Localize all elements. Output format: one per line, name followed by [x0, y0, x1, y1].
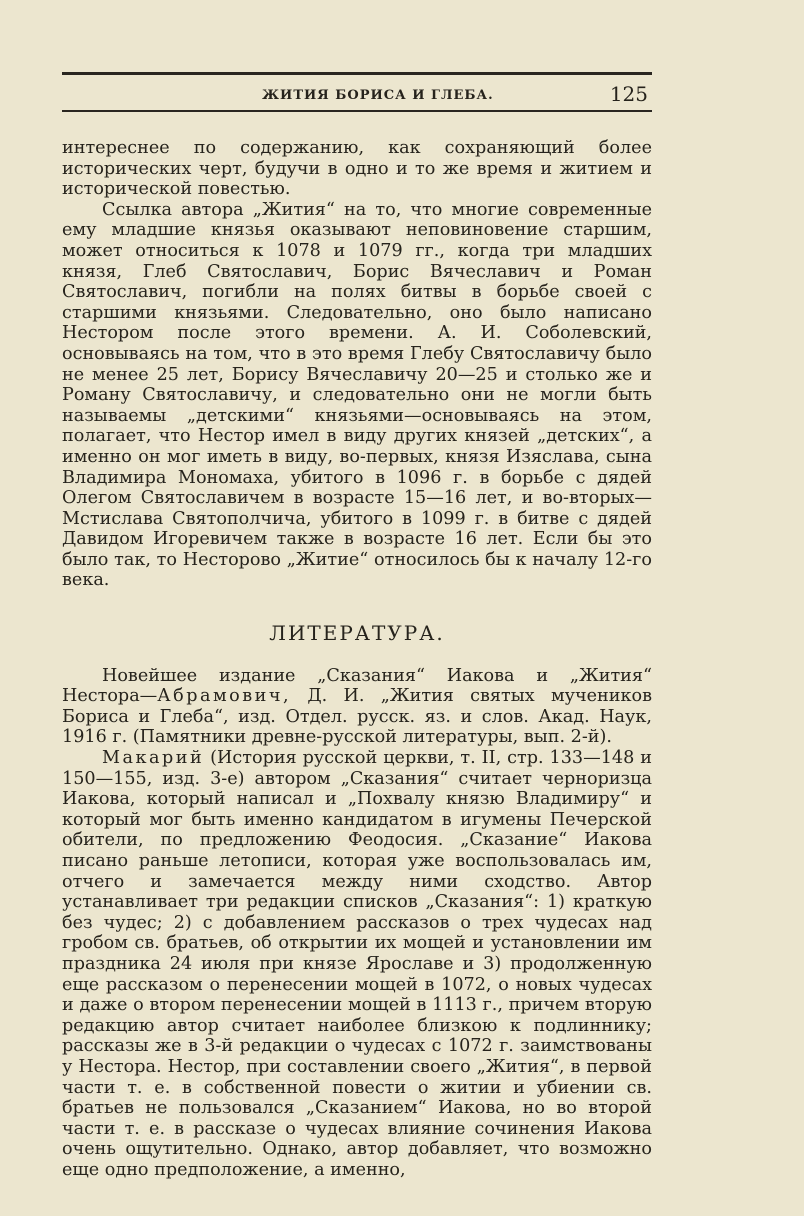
entry-author: Макарий: [102, 748, 205, 769]
header-rule-bottom: [62, 110, 652, 112]
entry-text: (История русской церкви, т. II, стр. 133—148 и 150—155, изд. 3-е) автором „Сказания“ считает черноризца Иакова, который написал и „Похвалу князю Владимиру“ и который мог быть именно кандидатом в игумены Печерской обители, по предложению Феодосия. „Сказание“ Иакова писано раньше летописи, которая уже воспользовалась им, отчего и замечается между ними сходство. Автор устанавливает три редакции списков „Сказания“: 1) краткую без чудес; 2) с добавлением рассказов о трех чудесах над гробом св. братьев, об открытии их мощей и установлении им праздника 24 июля при князе Ярославе и 3) продолженную еще рассказом о перенесении мощей в 1072, о новых чудесах и даже о втором перенесении мощей в 1113 г., причем вторую редакцию автор считает наиболее близкою к подлиннику; рассказы же в 3-й редакции о чудесах с 1072 г. заимствованы у Нестора. Нестор, при составлении своего „Жития“, в первой части т. е. в собственной повести о житии и убиении св. братьев не пользовался „Сказанием“ Иакова, но во второй части т. е. в рассказе о чудесах влияние сочинения Иакова очень ощутительно. Однако, автор добавляет, что возможно еще одно предположение, а именно,: [62, 748, 652, 1180]
entry-text: Д. И. „Жития святых мучеников Бориса и Глеба“, изд. Отдел. русск. яз. и слов. Акад. Наук, 1916 г. (Памятники древне-русской литературы, вып. 2-й).: [62, 686, 652, 748]
running-head: ЖИТИЯ БОРИСА И ГЛЕБА.: [262, 88, 494, 103]
literature-entry: [62, 666, 652, 748]
entry-lead: Новейшее издание „Сказания“ Иакова и „Жития“ Нестора—: [62, 665, 652, 707]
paragraph: интереснее по содержанию, как сохраняющий более исторических черт, будучи в одно и то же время и житием и исторической повестью.: [62, 138, 652, 200]
page-header: [62, 82, 652, 108]
section-title: ЛИТЕРАТУРА.: [269, 621, 445, 646]
entry-author: Абрамович,: [157, 686, 292, 707]
literature-entry: [62, 748, 652, 1180]
body-text: [62, 138, 652, 1181]
paragraph: Ссылка автора „Жития“ на то, что многие современные ему младшие князья оказывают неповиновение старшим, может относиться к 1078 и 1079 гг., когда три младших князя, Глеб Святославич, Борис Вячеславич и Роман Святославич, погибли на полях битвы в борьбе своей с старшими князьями. Следовательно, оно было написано Нестором после этого времени. А. И. Соболевский, основываясь на том, что в это время Глебу Святославичу было не менее 25 лет, Борису Вячеславичу 20—25 и столько же и Роману Святославичу, и следовательно они не могли быть называемы „детскими“ князьями—основываясь на этом, полагает, что Нестор имел в виду других князей „детских“, а именно он мог иметь в виду, во-первых, князя Изяслава, сына Владимира Мономаха, убитого в 1096 г. в борьбе с дядей Олегом Святославичем в возрасте 15—16 лет, и во-вторых—Мстислава Святополчича, убитого в 1099 г. в битве с дядей Давидом Игоревичем также в возрасте 16 лет. Если бы это было так, то Несторово „Житие“ относилось бы к началу 12-го века.: [62, 199, 652, 591]
header-rule-top: [62, 72, 652, 75]
page-number: 125: [609, 82, 648, 106]
